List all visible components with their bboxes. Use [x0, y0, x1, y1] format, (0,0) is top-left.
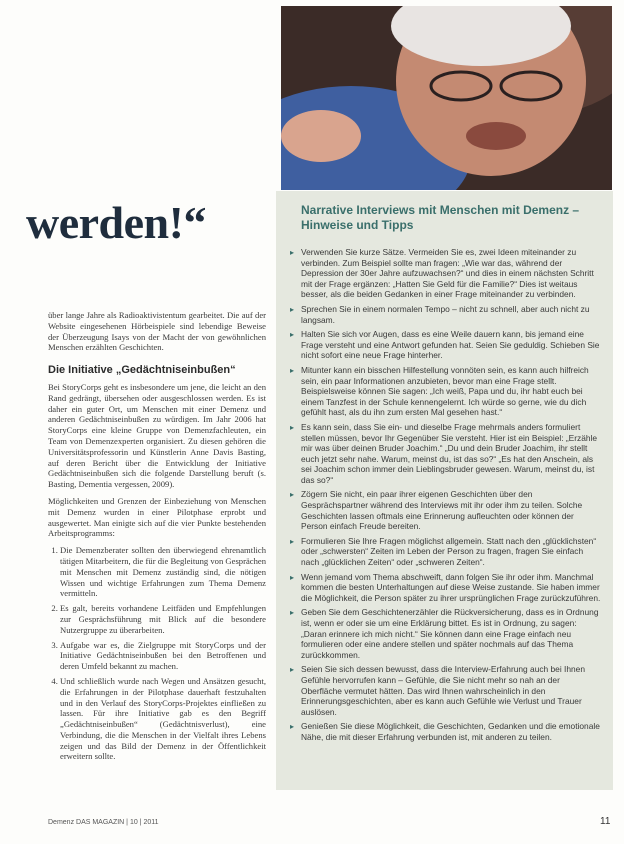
tip-item: ▸ Mitunter kann ein bisschen Hilfestellung vonnöten sein, es kann auch hilfreich sein, ein paar Informationen anzubieten, bevor man eine Frage stellt. Beispielsweise können Sie sagen: „Ich weiß, Papa und du, ihr habt euch bei einem Tanzfest in der Schule kennengelernt. Ich würde so gerne, wie du dich gefühlt hast, als du ihn zum ersten Mal gesehen hast.“: [290, 364, 589, 418]
program-item: 2. Es galt, bereits vorhandene Leitfäden und Empfehlungen zur Gesprächsführung mit Blick auf die besondere Nutzergruppe zu überarbeiten.: [60, 603, 266, 635]
bullet-icon: ▸: [290, 304, 295, 314]
program-item: 4. Und schließlich wurde nach Wegen und Ansätzen gesucht, die Erfahrungen in der Pilotphase dauerhaft festzuhalten und in den Verlauf des StoryCorps-Projektes einfließen zu lassen. Für ihre Initiative gab es den Begriff „Gedächtniseinbußen“ (Gedächtnisverlust), eine Verbindung, die die Menschen in der Vielfalt ihres Lebens zeigen und das Bild der Demenz in der Öffentlichkeit erweitern sollte.: [60, 676, 266, 762]
bullet-icon: ▸: [290, 422, 295, 432]
tip-item: ▸ Wenn jemand vom Thema abschweift, dann folgen Sie ihr oder ihm. Manchmal kommen die besten Unterhaltungen auf diese Weise zustande. Sie haben immer die Möglichkeit, die Person später zu ihrer ursprünglichen Frage zurückzuführen.: [290, 571, 601, 603]
bullet-icon: ▸: [290, 536, 295, 546]
tip-item: ▸ Verwenden Sie kurze Sätze. Vermeiden Sie es, zwei Ideen miteinander zu verbinden. Zum Beispiel sollte man fragen: „Wie war das, während der Depression der 30er Jahre aufzuwachsen?“ und dies in einem nächsten Schritt mit der Frage ergänzen: „Hatten Sie Geld für die Familie?“ Dies ist weitaus besser, als die beiden Gedanken in einer Frage miteinander zu verbinden.: [290, 247, 594, 300]
bullet-icon: ▸: [290, 722, 295, 732]
page-number: 11: [600, 816, 611, 827]
tip-item: ▸ Zögern Sie nicht, ein paar ihrer eigenen Geschichten über den Gesprächspartner während des Interviews mit ihr oder ihm zu teilen. Solche Geschichten lassen oftmals eine Erinnerung aufleuchten oder können der Person einfach Freude bereiten.: [290, 489, 583, 532]
bullet-icon: ▸: [290, 365, 295, 375]
tip-item: ▸ Genießen Sie diese Möglichkeit, die Geschichten, Gedanken und die emotionale Nähe, die mit dieser Erfahrung verbunden ist, mit anderen zu teilen.: [290, 721, 600, 742]
bullet-icon: ▸: [290, 572, 295, 582]
publication-footer: Demenz DAS MAGAZIN | 10 | 2011: [48, 819, 159, 826]
section-heading: Die Initiative „Gedächtniseinbußen“: [48, 364, 236, 377]
bullet-icon: ▸: [290, 248, 295, 257]
tip-box: [276, 191, 613, 790]
tip-item: ▸ Sprechen Sie in einem normalen Tempo – nicht zu schnell, aber auch nicht zu langsam.: [290, 303, 590, 325]
program-item: 3. Aufgabe war es, die Zielgruppe mit StoryCorps und der Initiative Gedächtniseinbußen bei den Betroffenen und deren Umfeld bekannt zu machen.: [60, 640, 266, 672]
article-body: [48, 310, 266, 766]
tip-item: ▸ Halten Sie sich vor Augen, dass es eine Weile dauern kann, bis jemand eine Frage versteht und eine Antwort gefunden hat. Seien Sie geduldig. Schieben Sie nicht sofort eine neue Frage hinterher.: [290, 329, 600, 361]
tip-item: ▸ Geben Sie dem Geschichtenerzähler die Rückversicherung, dass es in Ordnung ist, wenn er oder sie um eine Erklärung bittet. Es ist in Ordnung, zu sagen: „Daran erinnere ich mich nicht.“ Sie können dann eine Frage einfach neu formulieren oder eine andere stellen und später nochmals auf das Thema zurückkommen.: [290, 607, 599, 660]
program-list: [48, 545, 266, 762]
bullet-icon: ▸: [290, 608, 295, 618]
bullet-icon: ▸: [290, 330, 295, 340]
body-paragraph: Bei StoryCorps geht es insbesondere um jene, die leicht an den Rand gedrängt, übersehen oder ausgeschlossen werden. Es ist daher ein guter Ort, um Menschen mit einer Demenz und anderen Gedächtniseinbußen zu würdigen. Im Jahr 2006 hat StoryCorps eine kleine Gruppe von Demenzfachleuten, ein Team von Demenzexperten organisiert. Zu diesen gehören die Universitätsprofessorin und Künstlerin Anne Davis Basting, auf deren Bericht über die Entwicklung der Initiative Gedächtniseinbußen sich die folgende Darstellung beruft (s. Basting, Dementia vergessen, 2009).: [48, 381, 266, 490]
bullet-icon: ▸: [290, 490, 295, 500]
tip-item: ▸ Es kann sein, dass Sie ein- und dieselbe Frage mehrmals anders formuliert stellen müssen, bevor Ihr Gegenüber Sie versteht. Hier ist ein Beispiel: „Erzähle mir was über deinen Bruder Joachim.“ „Du und dein Bruder Joachim, ihr stellt euch jetzt sehr nahe. Warum, meinst du, ist das so?“ „Es hat den Anschein, als sei Joachim schon immer dein Lieblingsbruder gewesen. Warum, meinst du, ist das so?“: [290, 421, 598, 485]
intro-paragraph: über lange Jahre als Radioaktivistentum gearbeitet. Die auf der Website eingesehenen Hörbeispiele sind lebendige Beweise der Überzeugung Isays von der Macht der von gewöhnlichen Menschen erzählten Geschichten.: [48, 310, 266, 353]
tip-item: ▸ Formulieren Sie Ihre Fragen möglichst allgemein. Statt nach den „glücklichsten“ oder „schwersten“ Zeiten im Leben der Person zu fragen, fragen Sie einfach nach „glücklichen Zeiten“ oder „schweren Zeiten“.: [290, 535, 597, 568]
tip-list: [276, 247, 613, 743]
bullet-icon: ▸: [290, 665, 295, 675]
article-title-fragment: werden!“: [26, 197, 206, 248]
portrait-photo: [281, 6, 612, 190]
body-paragraph: Möglichkeiten und Grenzen der Einbeziehung von Menschen mit Demenz wurden in einer Pilotphase erprobt und ausgewertet. Man einigte sich auf die vier Punkte bestehenden Arbeitsprogramms:: [48, 495, 266, 539]
program-item: 1. Die Demenzberater sollten den überwiegend ehrenamtlich tätigen Mitarbeitern, die für die Begleitung von Gesprächen mit Menschen mit Demenz zuständig sind, die nötigen Wissen und wichtige Erfahrungen zum Thema Demenz vermitteln.: [60, 545, 266, 599]
tip-item: ▸ Seien Sie sich dessen bewusst, dass die Interview-Erfahrung auch bei Ihnen Gefühle hervorrufen kann – Gefühle, die Sie nicht mehr so nah an der Oberfläche vermutet hätten. Das wird Ihnen wahrscheinlich in den Erinnerungsgeschichten, aber es kann auch Gefühle wie Verlust und Trauer auslösen.: [290, 664, 585, 717]
tip-box-title: Narrative Interviews mit Menschen mit Demenz – Hinweise und Tipps: [301, 203, 580, 232]
